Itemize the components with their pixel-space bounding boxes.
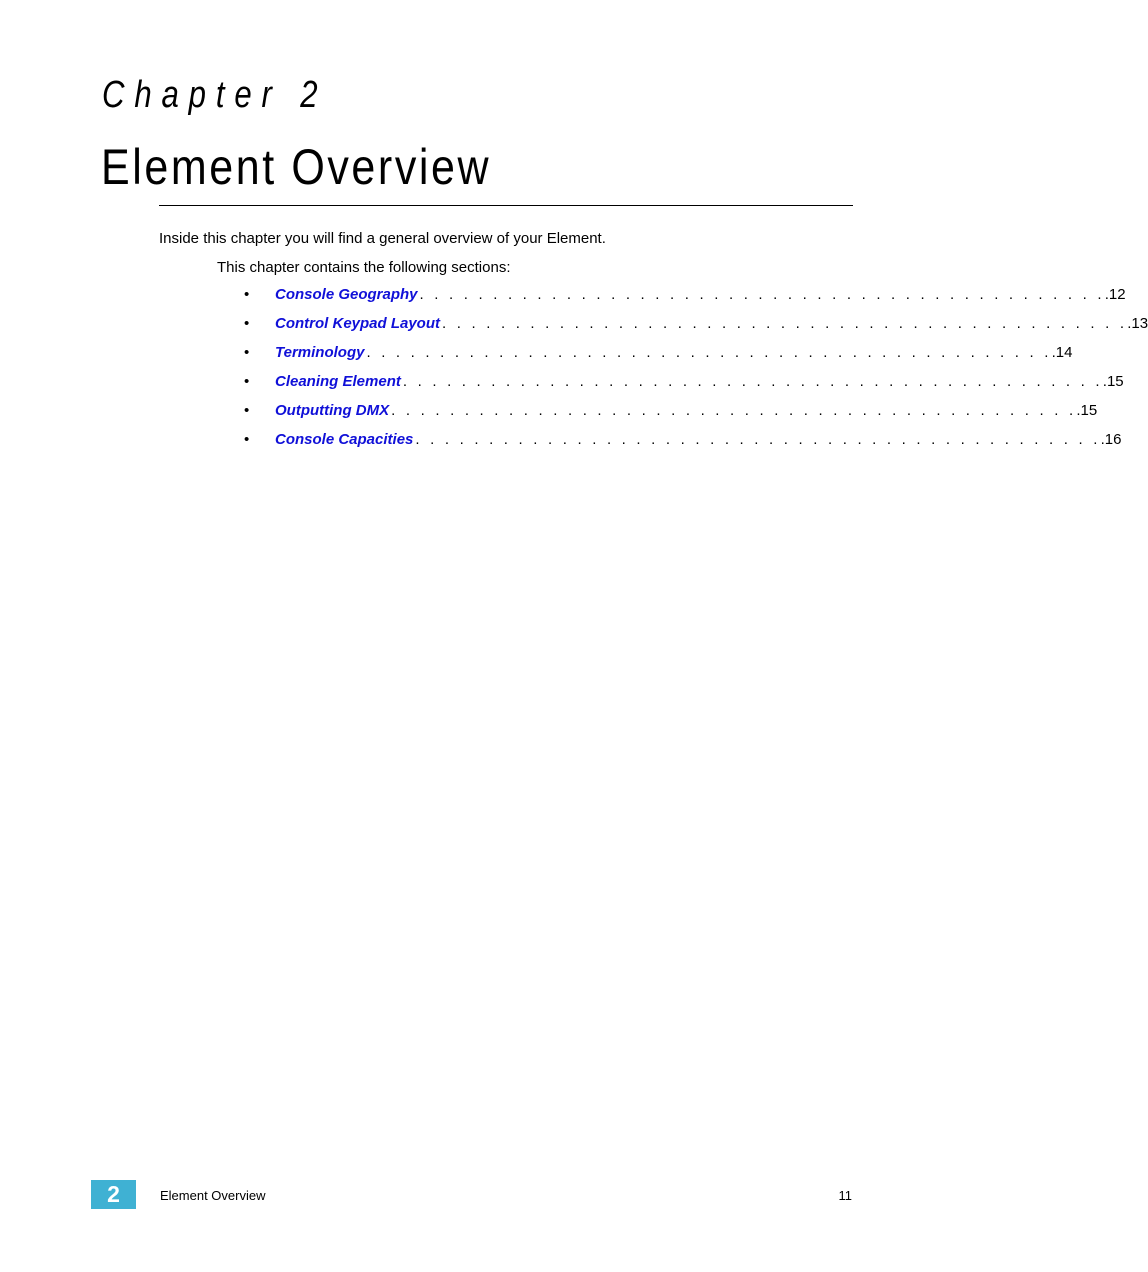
toc-list	[244, 285, 1148, 459]
chapter-label: Chapter 2	[102, 74, 328, 116]
toc-item	[244, 285, 1126, 314]
footer-chapter-tab: 2	[91, 1180, 136, 1209]
footer-page-number: 11	[838, 1188, 852, 1203]
bullet: •	[244, 373, 250, 390]
dot-leader: . . . . . . . . . . . . . . . . . . . . . . . . . . . . . . . . . . . . . . . . . . . . . . . .	[402, 373, 1103, 390]
toc-link-outputting-dmx[interactable]: Outputting DMX	[275, 402, 390, 419]
toc-link-cleaning-element[interactable]: Cleaning Element	[275, 373, 401, 390]
dot-leader: . . . . . . . . . . . . . . . . . . . . . . . . . . . . . . . . . . . . . . . . . . . . . . .	[391, 402, 1077, 419]
bullet: •	[244, 315, 250, 332]
footer-title: Element Overview	[160, 1188, 266, 1203]
intro-paragraph: Inside this chapter you will find a general overview of your Element.	[159, 230, 606, 247]
dot-leader: . . . . . . . . . . . . . . . . . . . . . . . . . . . . . . . . . . . . . . . . . . . . . . .	[415, 431, 1101, 448]
toc-page-number: .13	[1127, 315, 1148, 332]
toc-page-number: .15	[1076, 402, 1098, 419]
toc-link-console-geography[interactable]: Console Geography	[275, 286, 418, 303]
bullet: •	[244, 286, 250, 303]
dot-leader: . . . . . . . . . . . . . . . . . . . . . . . . . . . . . . . . . . . . . . . . . . . . . . .	[419, 286, 1105, 303]
toc-item	[244, 430, 1122, 459]
toc-page-number: .16	[1100, 431, 1122, 448]
toc-page-number: .12	[1104, 286, 1126, 303]
dot-leader: . . . . . . . . . . . . . . . . . . . . . . . . . . . . . . . . . . . . . . . . . . . . . . .	[366, 344, 1052, 361]
sections-intro: This chapter contains the following sections:	[217, 259, 511, 276]
chapter-title: Element Overview	[101, 139, 492, 195]
bullet: •	[244, 402, 250, 419]
title-rule	[159, 205, 853, 206]
toc-link-control-keypad-layout[interactable]: Control Keypad Layout	[275, 315, 441, 332]
toc-item	[244, 343, 1073, 372]
toc-page-number: .14	[1051, 344, 1073, 361]
bullet: •	[244, 431, 250, 448]
toc-page-number: .15	[1102, 373, 1124, 390]
toc-link-terminology[interactable]: Terminology	[275, 344, 365, 361]
toc-link-console-capacities[interactable]: Console Capacities	[275, 431, 414, 448]
toc-item	[244, 314, 1148, 343]
toc-item	[244, 401, 1098, 430]
toc-item	[244, 372, 1124, 401]
bullet: •	[244, 344, 250, 361]
dot-leader: . . . . . . . . . . . . . . . . . . . . . . . . . . . . . . . . . . . . . . . . . . . . . . .	[442, 315, 1128, 332]
